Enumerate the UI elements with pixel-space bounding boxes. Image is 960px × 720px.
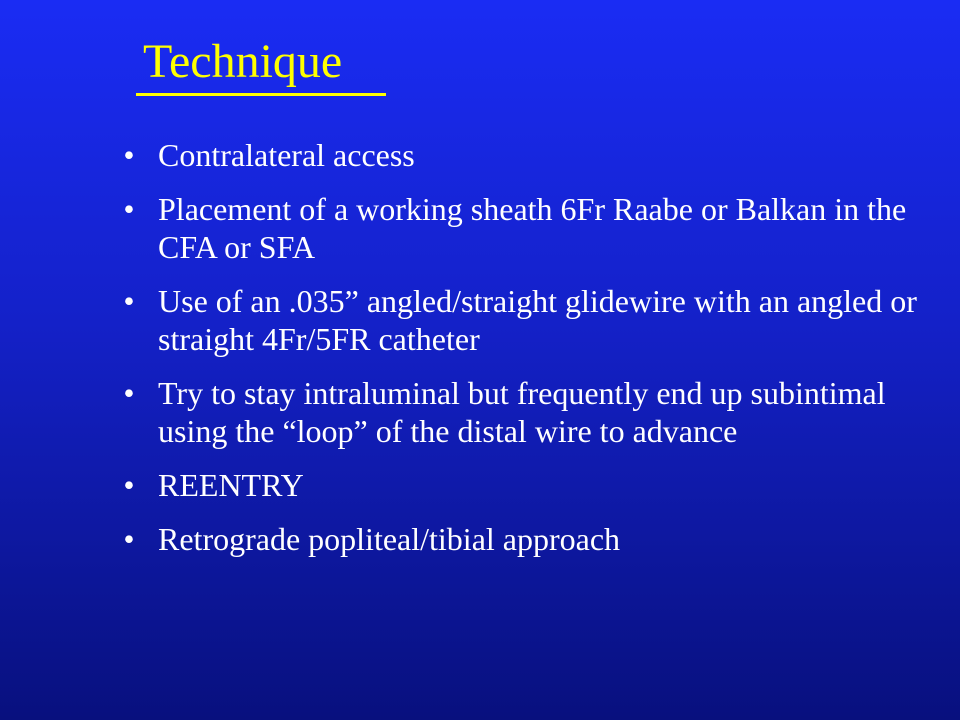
title-underline — [136, 93, 386, 96]
list-item — [0, 374, 960, 450]
bullet-icon: • — [123, 375, 135, 411]
slide-title: Technique — [143, 35, 343, 88]
list-item — [0, 190, 960, 266]
list-item — [0, 466, 960, 504]
bullet-text: Try to stay intraluminal but frequently end up subintimal using the “loop” of the distal wire to advance — [158, 375, 886, 449]
bullet-icon: • — [123, 467, 135, 503]
list-item — [0, 136, 960, 174]
bullet-text: REENTRY — [158, 467, 304, 503]
bullet-list — [0, 136, 960, 574]
bullet-text: Placement of a working sheath 6Fr Raabe or Balkan in the CFA or SFA — [158, 191, 907, 265]
list-item — [0, 520, 960, 558]
bullet-icon: • — [123, 521, 135, 557]
bullet-icon: • — [123, 191, 135, 227]
bullet-text: Use of an .035” angled/straight glidewire with an angled or straight 4Fr/5FR catheter — [158, 283, 917, 357]
bullet-icon: • — [123, 283, 135, 319]
list-item — [0, 282, 960, 358]
bullet-text: Contralateral access — [158, 137, 415, 173]
bullet-text: Retrograde popliteal/tibial approach — [158, 521, 621, 557]
bullet-icon: • — [123, 137, 135, 173]
